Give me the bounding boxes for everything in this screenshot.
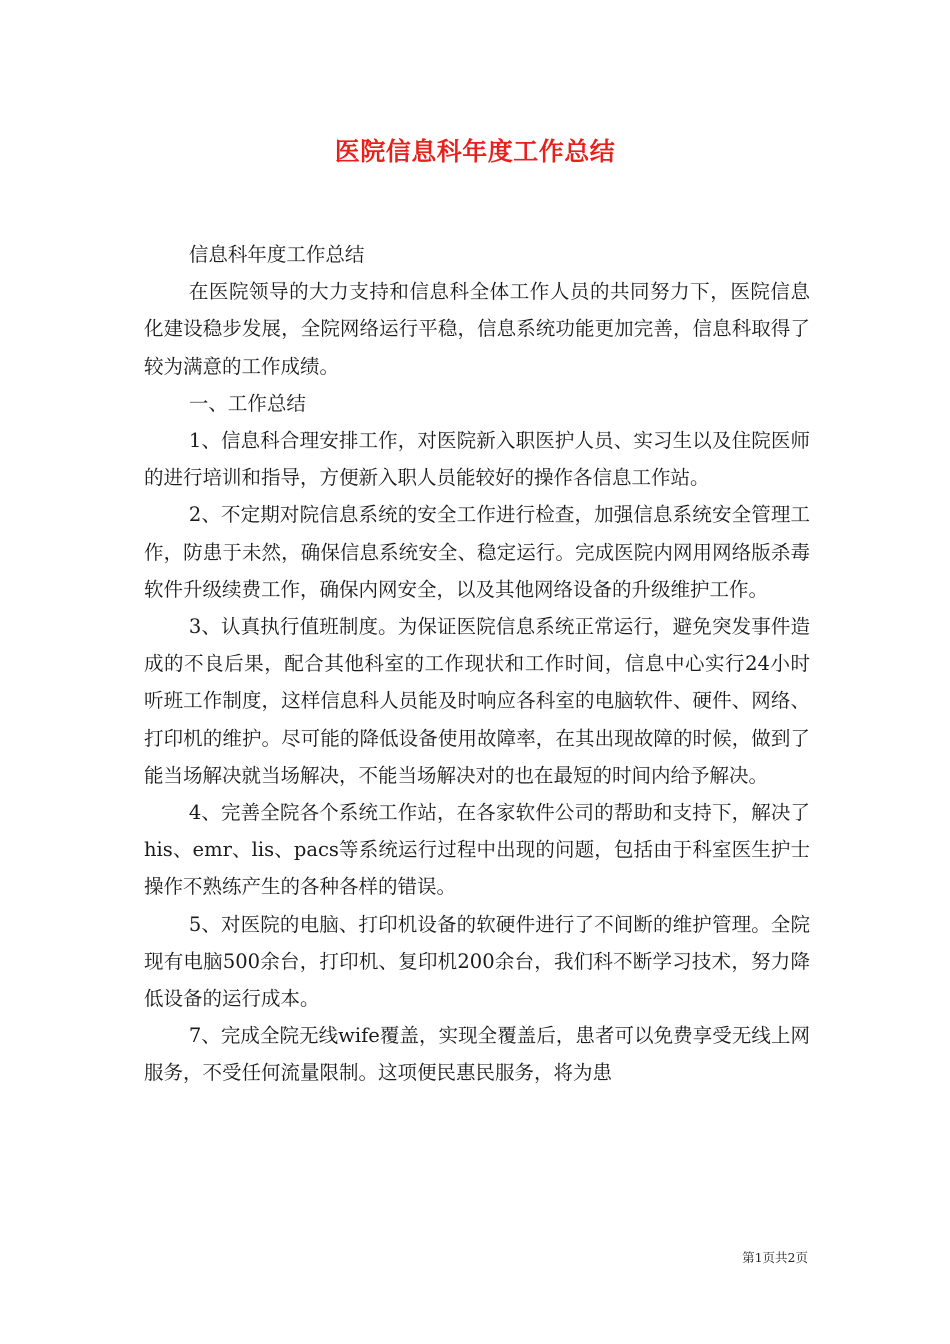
section-heading: 一、工作总结	[188, 391, 306, 415]
page-number: 第1页共2页	[742, 1250, 808, 1265]
paragraph-item-4: 4、完善全院各个系统工作站，在各家软件公司的帮助和支持下，解决了his、emr、lis、pacs等系统运行过程中出现的问题，包括由于科室医生护士操作不熟练产生的各种各样的错误。	[144, 801, 810, 899]
document-subtitle: 信息科年度工作总结	[188, 243, 365, 266]
document-title: 医院信息科年度工作总结	[334, 137, 616, 166]
page-footer	[0, 1248, 808, 1266]
paragraph-item-3: 3、认真执行值班制度。为保证医院信息系统正常运行，避免突发事件造成的不良后果，配合其他科室的工作现状和工作时间，信息中心实行24小时听班工作制度，这样信息科人员能及时响应各科室的电脑软件、硬件、网络、打印机的维护。尽可能的降低设备使用故障率，在其出现故障的时候，做到了能当场解决就当场解决，不能当场解决对的也在最短的时间内给予解决。	[144, 615, 810, 787]
paragraph-item-1: 1、信息科合理安排工作，对医院新入职医护人员、实习生以及住院医师的进行培训和指导，方便新入职人员能较好的操作各信息工作站。	[144, 429, 810, 490]
document-body	[144, 236, 810, 1092]
paragraph-item-5: 5、对医院的电脑、打印机设备的软硬件进行了不间断的维护管理。全院现有电脑500余台，打印机、复印机200余台，我们科不断学习技术，努力降低设备的运行成本。	[144, 912, 810, 1011]
paragraph-item-2: 2、不定期对院信息系统的安全工作进行检查，加强信息系统安全管理工作，防患于未然，确保信息系统安全、稳定运行。完成医院内网用网络版杀毒软件升级续费工作，确保内网安全，以及其他网络设备的升级维护工作。	[144, 503, 810, 601]
paragraph-item-7: 7、完成全院无线wife覆盖，实现全覆盖后，患者可以免费享受无线上网服务，不受任何流量限制。这项便民惠民服务，将为患	[144, 1024, 810, 1085]
paragraph-intro: 在医院领导的大力支持和信息科全体工作人员的共同努力下，医院信息化建设稳步发展，全院网络运行平稳，信息系统功能更加完善，信息科取得了较为满意的工作成绩。	[144, 280, 810, 378]
